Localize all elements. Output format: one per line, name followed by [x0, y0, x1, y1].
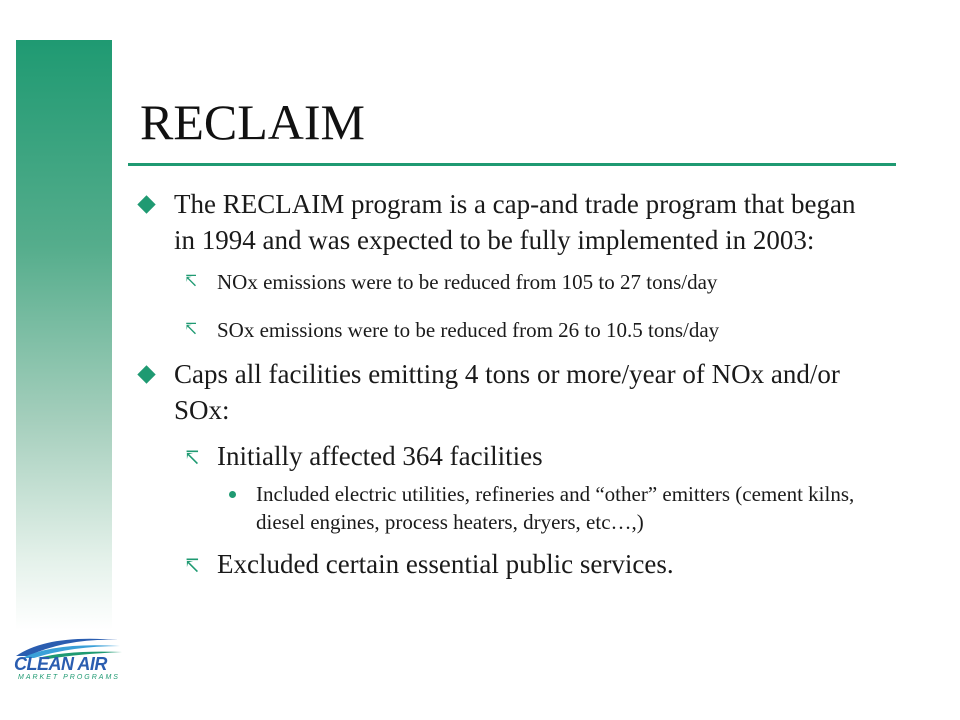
- diamond-bullet-icon: [137, 195, 155, 213]
- diamond-bullet-icon: [137, 365, 155, 383]
- slide-title: RECLAIM: [140, 94, 365, 150]
- bullet-text: NOx emissions were to be reduced from 105 to 27 tons/day: [217, 270, 718, 294]
- sub-bullet-item: [136, 316, 876, 344]
- bullet-text: Included electric utilities, refineries and “other” emitters (cement kilns, diesel engines, process heaters, dryers, etc…,): [256, 482, 855, 534]
- bullet-item: [136, 356, 876, 428]
- title-underline: [128, 163, 896, 166]
- bullet-item: [136, 186, 876, 258]
- logo-tagline: MARKET PROGRAMS: [18, 674, 120, 681]
- sub-bullet-item: [136, 546, 876, 582]
- bullet-text: SOx emissions were to be reduced from 26 to 10.5 tons/day: [217, 318, 720, 342]
- sub-bullet-item: [136, 268, 876, 296]
- bullet-text: The RECLAIM program is a cap-and trade program that began in 1994 and was expected to be fully implemented in 2003:: [174, 189, 856, 255]
- clean-air-logo: [8, 630, 128, 682]
- bullet-text: Initially affected 364 facilities: [217, 441, 543, 471]
- sub-bullet-item: [136, 438, 876, 474]
- sub-sub-bullet-item: [136, 480, 876, 536]
- bullet-text: Excluded certain essential public services.: [217, 549, 674, 579]
- arrow-bullet-icon: ↸: [184, 448, 201, 470]
- sidebar-gradient-bar: [16, 40, 112, 630]
- arrow-bullet-icon: ↸: [184, 320, 199, 339]
- arrow-bullet-icon: ↸: [184, 272, 199, 291]
- logo-name: CLEAN AIR: [14, 654, 107, 674]
- bullet-list: [136, 186, 876, 582]
- arrow-bullet-icon: ↸: [184, 556, 201, 578]
- bullet-text: Caps all facilities emitting 4 tons or more/year of NOx and/or SOx:: [174, 359, 840, 425]
- dot-bullet-icon: [229, 491, 236, 498]
